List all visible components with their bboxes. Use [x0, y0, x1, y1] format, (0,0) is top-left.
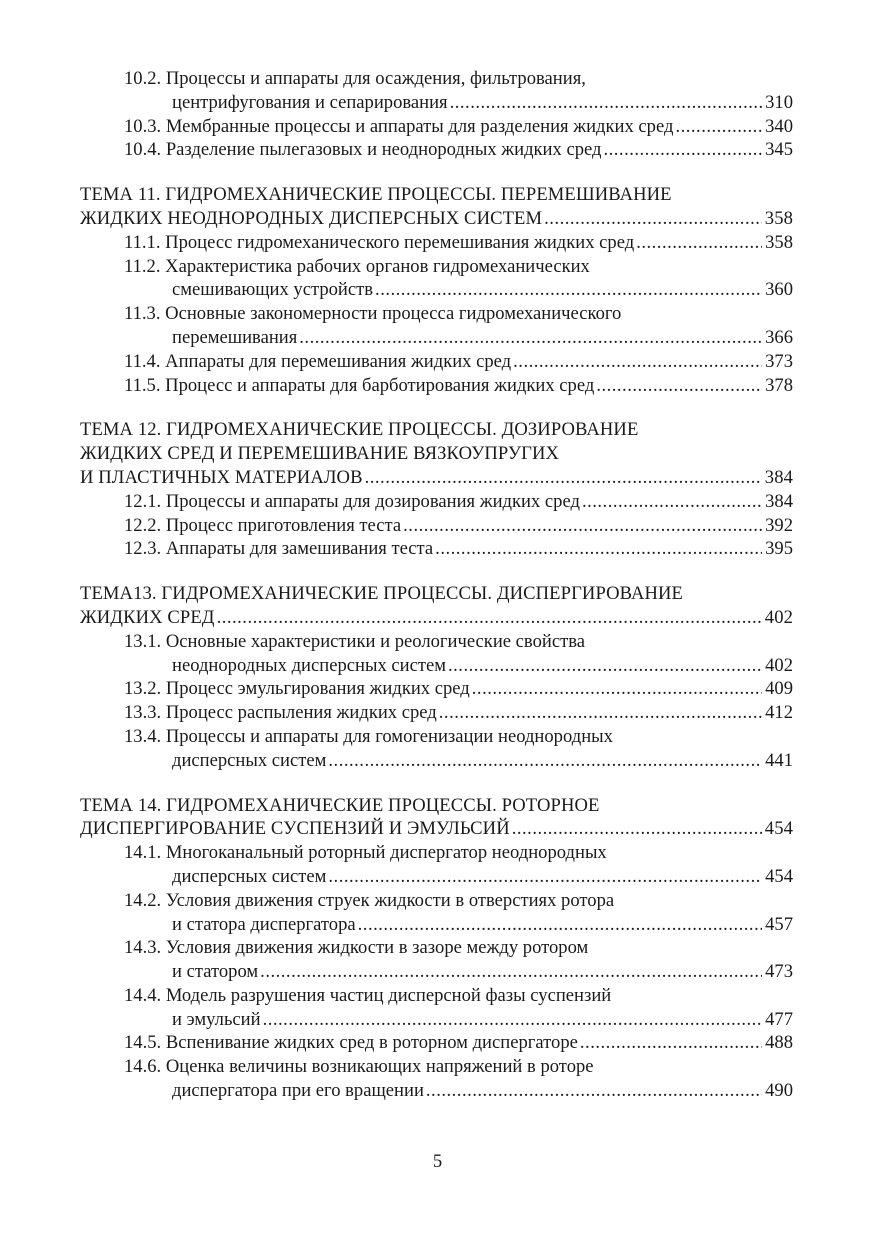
toc-entry-text: ТЕМА 14. ГИДРОМЕХАНИЧЕСКИЕ ПРОЦЕССЫ. РОТОРНОЕ [80, 794, 600, 816]
toc-section[interactable] [80, 677, 793, 701]
toc-topic[interactable] [80, 794, 793, 842]
toc-entry-text: 11.2. Характеристика рабочих органов гидромеханических [124, 255, 590, 277]
toc-page-number: 457 [765, 913, 793, 935]
toc-page-number: 395 [765, 538, 793, 560]
toc-section[interactable] [80, 701, 793, 725]
toc-section[interactable] [80, 936, 793, 984]
toc-section[interactable] [80, 67, 793, 115]
toc-entry-text: и статора диспергатора [172, 913, 356, 935]
dot-leader [636, 231, 762, 255]
topic-spacer [80, 397, 793, 418]
dot-leader [358, 913, 762, 937]
toc-page-number: 345 [765, 139, 793, 161]
toc-entry-text: ЖИДКИХ НЕОДНОРОДНЫХ ДИСПЕРСНЫХ СИСТЕМ [80, 207, 543, 229]
dot-leader [472, 677, 762, 701]
toc-entry-text: дисперсных систем [172, 749, 327, 771]
dot-leader [217, 606, 762, 630]
toc-page-number: 360 [765, 279, 793, 301]
topic-spacer [80, 773, 793, 794]
toc-page-number: 366 [765, 326, 793, 348]
toc-entry-text: 12.2. Процесс приготовления теста [124, 514, 402, 536]
toc-entry-text: 13.1. Основные характеристики и реологические свойства [124, 630, 585, 652]
toc-entry-text: И ПЛАСТИЧНЫХ МАТЕРИАЛОВ [80, 466, 363, 488]
toc-entry-text: 11.3. Основные закономерности процесса гидромеханического [124, 303, 622, 325]
toc-page-number: 310 [765, 91, 793, 113]
toc-section[interactable] [80, 115, 793, 139]
toc-page-number: 402 [764, 606, 793, 628]
toc-entry-text: ТЕМА 11. ГИДРОМЕХАНИЧЕСКИЕ ПРОЦЕССЫ. ПЕРЕМЕШИВАНИЕ [80, 184, 672, 206]
dot-leader [426, 1079, 762, 1103]
dot-leader [375, 278, 762, 302]
toc-entry-text: 11.1. Процесс гидромеханического перемешивания жидких сред [124, 231, 635, 253]
toc-page-number: 441 [765, 749, 793, 771]
dot-leader [580, 1031, 762, 1055]
toc-section[interactable] [80, 984, 793, 1032]
dot-leader [299, 326, 762, 350]
toc-section[interactable] [80, 1055, 793, 1103]
toc-entry-text: 13.3. Процесс распыления жидких сред [124, 702, 437, 724]
toc-page-number: 409 [765, 678, 793, 700]
dot-leader [512, 817, 762, 841]
topic-spacer [80, 561, 793, 582]
toc-entry-text: 11.4. Аппараты для перемешивания жидких сред [124, 350, 512, 372]
toc-entry-text: ЖИДКИХ СРЕД И ПЕРЕМЕШИВАНИЕ ВЯЗКОУПРУГИХ [80, 443, 560, 465]
toc-page-number: 477 [765, 1008, 793, 1030]
toc-topic[interactable] [80, 183, 793, 231]
toc-entry-text: 14.2. Условия движения струек жидкости в отверстиях ротора [124, 889, 615, 911]
toc-entry-text: центрифугования и сепарирования [172, 91, 448, 113]
toc-topic[interactable] [80, 418, 793, 489]
toc-page-number: 490 [765, 1080, 793, 1102]
dot-leader [544, 207, 762, 231]
toc-entry-text: 10.3. Мембранные процессы и аппараты для разделения жидких сред [124, 115, 674, 137]
toc-entry-text: 13.4. Процессы и аппараты для гомогенизации неоднородных [124, 725, 613, 747]
topic-spacer [80, 162, 793, 183]
toc-page-number: 392 [765, 514, 793, 536]
toc-section[interactable] [80, 841, 793, 889]
table-of-contents [80, 67, 793, 1103]
dot-leader [439, 701, 762, 725]
dot-leader [263, 1008, 763, 1032]
toc-section[interactable] [80, 889, 793, 937]
toc-section[interactable] [80, 302, 793, 350]
toc-entry-text: дисперсных систем [172, 865, 327, 887]
toc-page-number: 384 [765, 490, 793, 512]
toc-entry-text: ЖИДКИХ СРЕД [80, 606, 215, 628]
toc-section[interactable] [80, 725, 793, 773]
toc-entry-text: и статором [172, 961, 259, 983]
toc-page-number: 378 [765, 374, 793, 396]
toc-entry-text: 11.5. Процесс и аппараты для барботирования жидких сред [124, 374, 595, 396]
toc-topic[interactable] [80, 582, 793, 630]
toc-section[interactable] [80, 630, 793, 678]
toc-entry-text: перемешивания [172, 326, 298, 348]
toc-entry-text: и эмульсий [172, 1008, 261, 1030]
toc-section[interactable] [80, 374, 793, 398]
toc-page-number: 358 [765, 231, 793, 253]
toc-entry-text: 14.4. Модель разрушения частиц дисперсной фазы суспензий [124, 984, 612, 1006]
toc-entry-text: 10.4. Разделение пылегазовых и неоднородных жидких сред [124, 139, 602, 161]
toc-entry-text: ТЕМА 12. ГИДРОМЕХАНИЧЕСКИЕ ПРОЦЕССЫ. ДОЗИРОВАНИЕ [80, 419, 639, 441]
toc-page-number: 373 [765, 350, 793, 372]
toc-section[interactable] [80, 1031, 793, 1055]
toc-section[interactable] [80, 138, 793, 162]
toc-page-number: 340 [765, 115, 793, 137]
toc-entry-text: 10.2. Процессы и аппараты для осаждения, фильтрования, [124, 68, 586, 89]
toc-page-number: 358 [764, 207, 793, 229]
toc-section[interactable] [80, 231, 793, 255]
toc-page-number: 384 [764, 466, 793, 488]
dot-leader [435, 537, 762, 561]
toc-entry-text: неоднородных дисперсных систем [172, 654, 446, 676]
toc-entry-text: 14.1. Многоканальный роторный диспергатор неоднородных [124, 842, 607, 864]
toc-entry-text: 14.5. Вспенивание жидких сред в роторном диспергаторе [124, 1032, 578, 1054]
page-number: 5 [432, 1151, 443, 1172]
toc-page-number: 454 [765, 865, 793, 887]
dot-leader [675, 115, 762, 139]
toc-entry-text: 12.1. Процессы и аппараты для дозирования жидких сред [124, 490, 580, 512]
dot-leader [260, 960, 762, 984]
dot-leader [582, 490, 762, 514]
toc-section[interactable] [80, 490, 793, 514]
dot-leader [365, 466, 762, 490]
toc-page-number: 488 [765, 1032, 793, 1054]
toc-section[interactable] [80, 537, 793, 561]
dot-leader [603, 138, 762, 162]
dot-leader [596, 374, 762, 398]
toc-entry-text: 12.3. Аппараты для замешивания теста [124, 538, 434, 560]
toc-page-number: 454 [764, 818, 793, 840]
toc-entry-text: ТЕМА13. ГИДРОМЕХАНИЧЕСКИЕ ПРОЦЕССЫ. ДИСПЕРГИРОВАНИЕ [80, 583, 684, 605]
toc-entry-text: ДИСПЕРГИРОВАНИЕ СУСПЕНЗИЙ И ЭМУЛЬСИЙ [80, 818, 510, 840]
dot-leader [448, 654, 762, 678]
toc-page-number: 402 [765, 654, 793, 676]
dot-leader [328, 865, 762, 889]
toc-entry-text: смешивающих устройств [172, 279, 374, 301]
toc-entry-text: диспергатора при его вращении [172, 1080, 424, 1102]
toc-section[interactable] [80, 255, 793, 303]
dot-leader [328, 749, 762, 773]
toc-entry-text: 13.2. Процесс эмульгирования жидких сред [124, 678, 470, 700]
toc-section[interactable] [80, 514, 793, 538]
toc-section[interactable] [80, 350, 793, 374]
dot-leader [450, 91, 763, 115]
toc-entry-text: 14.3. Условия движения жидкости в зазоре между ротором [124, 937, 589, 959]
toc-page-number: 412 [765, 702, 793, 724]
dot-leader [403, 514, 762, 538]
toc-page-number: 473 [765, 961, 793, 983]
dot-leader [513, 350, 762, 374]
toc-entry-text: 14.6. Оценка величины возникающих напряжений в роторе [124, 1056, 594, 1078]
